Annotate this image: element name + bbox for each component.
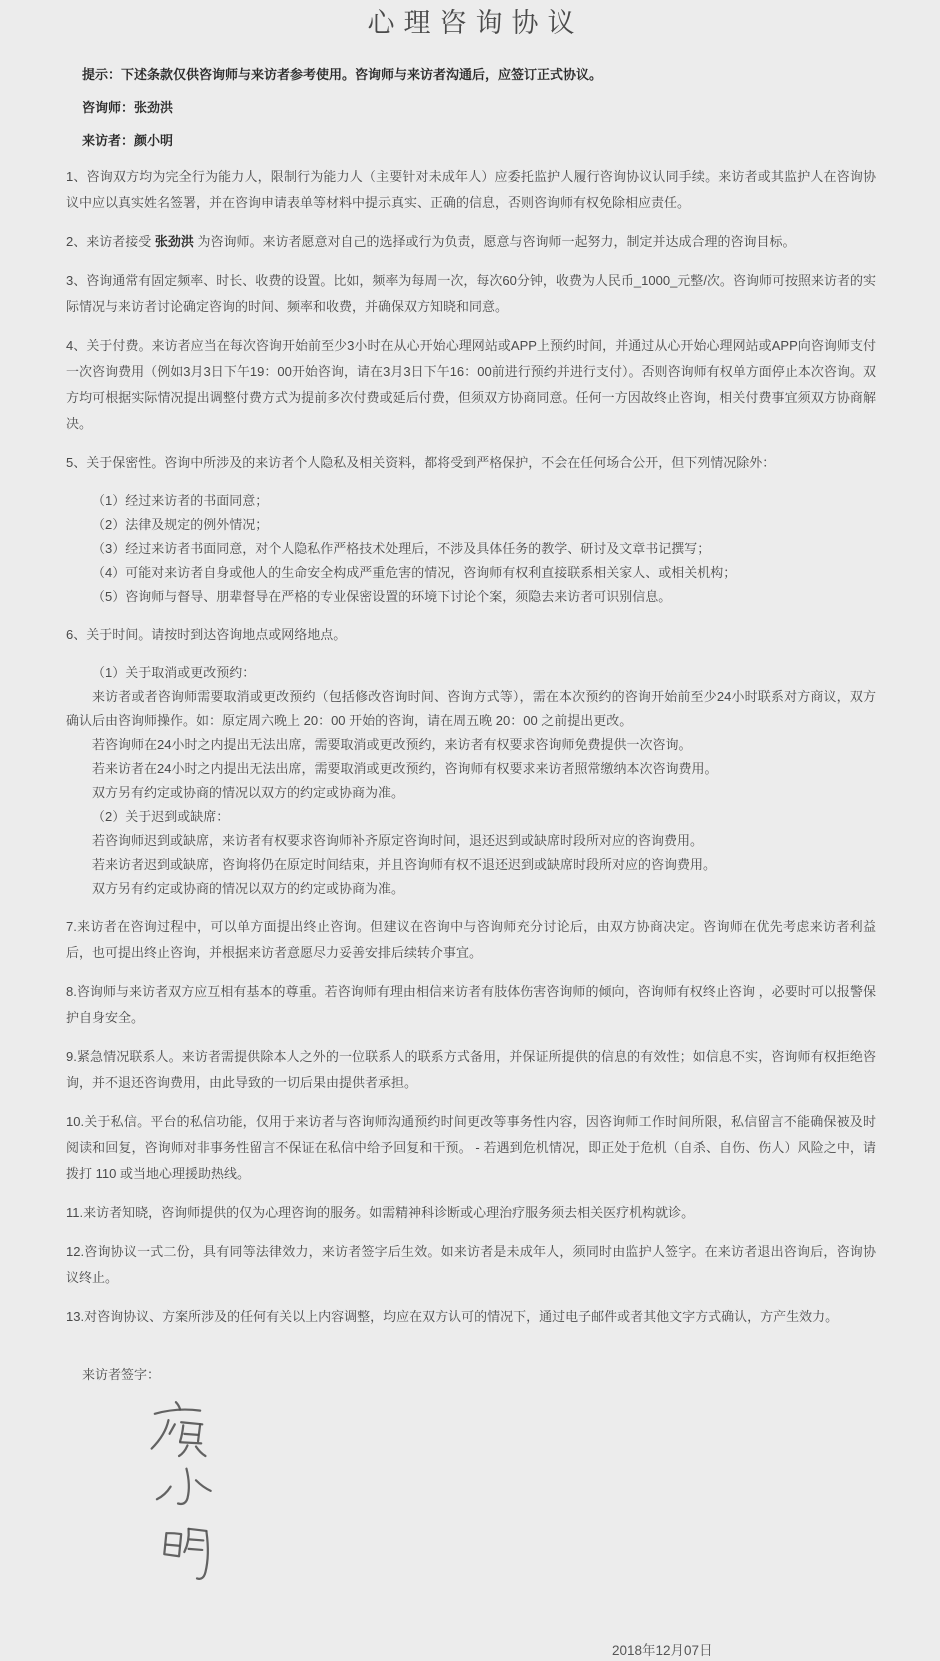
clause-6-item-1-body: 来访者或者咨询师需要取消或更改预约（包括修改咨询时间、咨询方式等），需在本次预约的咨询开始前至少24小时联系对方商议，双方确认后由咨询师操作。如：原定周六晚上 20：00 开始的咨询，请在周五晚 20：00 之前提出更改。: [66, 689, 876, 728]
document-date: 2018年12月07日: [612, 1643, 713, 1658]
clause-6-item-1-rule-visitor: 若来访者在24小时之内提出无法出席，需要取消或更改预约，咨询师有权要求来访者照常缴纳本次咨询费用。: [92, 761, 718, 776]
clause-6-item-2-rule-counselor: 若咨询师迟到或缺席，来访者有权要求咨询师补齐原定咨询时间，退还迟到或缺席时段所对应的咨询费用。: [92, 833, 704, 848]
clause-6-item-1-title: （1）关于取消或更改预约：: [92, 665, 256, 680]
clause-6-item-2-rule-visitor: 若来访者迟到或缺席，咨询将仍在原定时间结束，并且咨询师有权不退还迟到或缺席时段所对应的咨询费用。: [92, 857, 717, 872]
clause-5: 5、关于保密性。咨询中所涉及的来访者个人隐私及相关资料，都将受到严格保护，不会在任何场合公开，但下列情况除外：: [66, 455, 776, 470]
visitor-line: 来访者：颜小明: [82, 133, 174, 148]
clause-6-item-1-rule-counselor: 若咨询师在24小时之内提出无法出席，需要取消或更改预约，来访者有权要求咨询师免费提供一次咨询。: [92, 737, 692, 752]
clause-11: 11.来访者知晓，咨询师提供的仅为心理咨询的服务。如需精神科诊断或心理治疗服务须去相关医疗机构就诊。: [66, 1205, 695, 1220]
notice-line: 提示：下述条款仅供咨询师与来访者参考使用。咨询师与来访者沟通后，应签订正式协议。: [82, 67, 603, 82]
clause-5-item-2: （2）法律及规定的例外情况；: [92, 517, 269, 532]
counselor-line: 咨询师：张劲洪: [82, 100, 174, 115]
clause-6-item-2-rule-other: 双方另有约定或协商的情况以双方的约定或协商为准。: [92, 881, 405, 896]
clause-5-item-3: （3）经过来访者书面同意，对个人隐私作严格技术处理后，不涉及具体任务的教学、研讨及文章书记撰写；: [92, 541, 711, 556]
clause-2: [66, 229, 876, 255]
clause-6: 6、关于时间。请按时到达咨询地点或网络地点。: [66, 627, 347, 642]
signature-strokes-icon: [140, 1399, 216, 1589]
page-title: 心理咨询协议: [367, 8, 584, 38]
clause-2-suffix: 为咨询师。来访者愿意对自己的选择或行为负责，愿意与咨询师一起努力，制定并达成合理的咨询目标。: [193, 234, 796, 249]
clause-3: 3、咨询通常有固定频率、时长、收费的设置。比如，频率为每周一次，每次60分钟，收费为人民币_1000_元整/次。咨询师可按照来访者的实际情况与来访者讨论确定咨询的时间、频率和收费，并确保双方知晓和同意。: [66, 273, 876, 314]
clause-5-item-1: （1）经过来访者的书面同意；: [92, 493, 269, 508]
visitor-signature-drawing: [140, 1399, 216, 1589]
visitor-signature-label: 来访者签字：: [82, 1367, 161, 1382]
clause-8: 8.咨询师与来访者双方应互相有基本的尊重。若咨询师有理由相信来访者有肢体伤害咨询师的倾向，咨询师有权终止咨询 ，必要时可以报警保护自身安全。: [66, 984, 876, 1025]
clause-6-item-2-title: （2）关于迟到或缺席：: [92, 809, 230, 824]
clause-2-prefix: 2、来访者接受: [66, 234, 155, 249]
clause-7: 7.来访者在咨询过程中，可以单方面提出终止咨询。但建议在咨询中与咨询师充分讨论后，由双方协商决定。咨询师在优先考虑来访者利益后，也可提出终止咨询，并根据来访者意愿尽力妥善安排后续转介事宜。: [66, 919, 876, 960]
agreement-document: [0, 8, 940, 1661]
clause-5-item-4: （4）可能对来访者自身或他人的生命安全构成严重危害的情况，咨询师有权利直接联系相关家人、或相关机构；: [92, 565, 737, 580]
counselor-name-bold: 张劲洪: [154, 234, 194, 249]
clause-13: 13.对咨询协议、方案所涉及的任何有关以上内容调整，均应在双方认可的情况下，通过电子邮件或者其他文字方式确认，方产生效力。: [66, 1309, 839, 1324]
clause-12: 12.咨询协议一式二份，具有同等法律效力，来访者签字后生效。如来访者是未成年人，须同时由监护人签字。在来访者退出咨询后，咨询协议终止。: [66, 1244, 876, 1285]
clause-6-item-1-rule-other: 双方另有约定或协商的情况以双方的约定或协商为准。: [92, 785, 405, 800]
clause-5-item-5: （5）咨询师与督导、朋辈督导在严格的专业保密设置的环境下讨论个案，须隐去来访者可识别信息。: [92, 589, 672, 604]
clause-9: 9.紧急情况联系人。来访者需提供除本人之外的一位联系人的联系方式备用，并保证所提供的信息的有效性；如信息不实，咨询师有权拒绝咨询，并不退还咨询费用，由此导致的一切后果由提供者承担。: [66, 1049, 876, 1090]
clause-4: 4、关于付费。来访者应当在每次咨询开始前至少3小时在从心开始心理网站或APP上预约时间，并通过从心开始心理网站或APP向咨询师支付一次咨询费用（例如3月3日下午19：00开始咨询，请在3月3日下午16：00前进行预约并进行支付）。否则咨询师有权单方面停止本次咨询。双方均可根据实际情况提出调整付费方式为提前多次付费或延后付费，但须双方协商同意。任何一方因故终止咨询，相关付费事宜须双方协商解决。: [66, 338, 876, 431]
clause-1: 1、咨询双方均为完全行为能力人，限制行为能力人（主要针对未成年人）应委托监护人履行咨询协议认同手续。来访者或其监护人在咨询协议中应以真实姓名签署，并在咨询申请表单等材料中提示真实、正确的信息，否则咨询师有权免除相应责任。: [66, 169, 876, 210]
clause-10: 10.关于私信。平台的私信功能，仅用于来访者与咨询师沟通预约时间更改等事务性内容，因咨询师工作时间所限，私信留言不能确保被及时阅读和回复，咨询师对非事务性留言不保证在私信中给予回复和干预。 - 若遇到危机情况，即正处于危机（自杀、自伤、伤人）风险之中，请拨打 110 或当地心理援助热线。: [66, 1114, 876, 1181]
